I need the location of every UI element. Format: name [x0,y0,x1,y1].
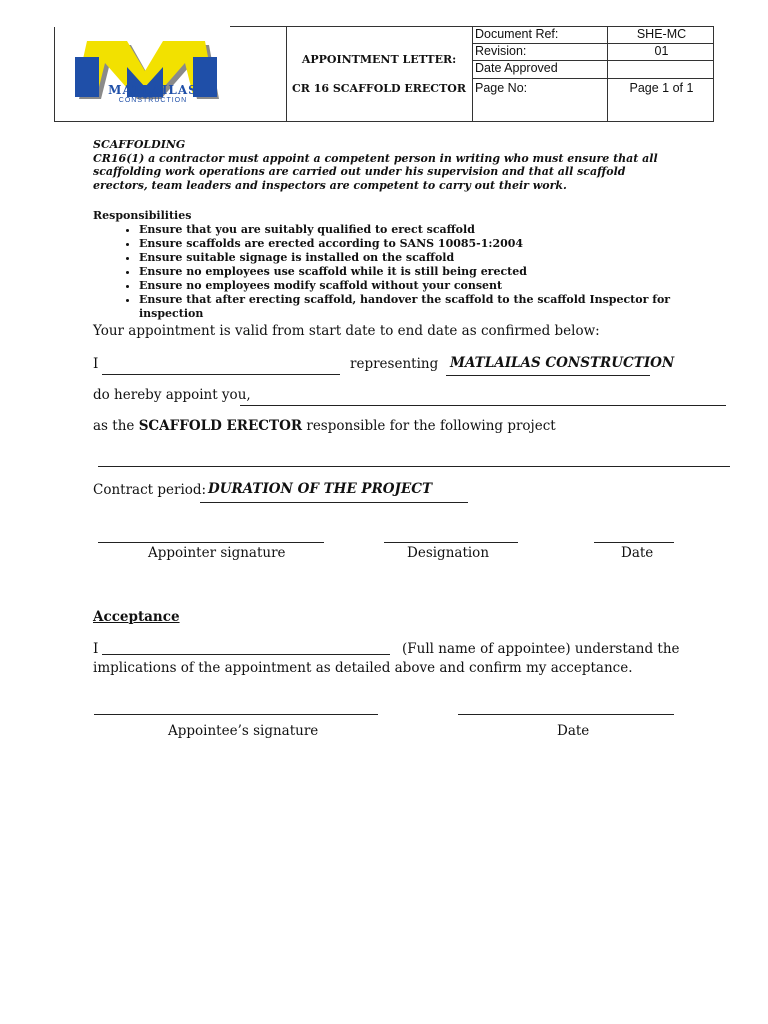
appointee-signature-line[interactable] [94,714,378,715]
meta-value: Page 1 of 1 [629,81,694,95]
document-meta-table [473,27,714,121]
date-label: Date [621,545,654,561]
list-item: • Ensure no employees use scaffold while it is still being erected [139,265,683,279]
appoint-text: do hereby appoint you, [93,387,251,403]
appointee-fullname-line[interactable] [102,654,390,655]
section-text: CR16(1) a contractor must appoint a competent person in writing who must ensure that all scaffolding work operations are carried out under his supervision and that all scaffold erectors, team leaders and inspectors are competent to carry out their work. [93,151,658,192]
as-the-label: as the [93,418,135,434]
logo-cell [55,27,287,121]
meta-key: Document Ref: [475,27,559,41]
company-logo [69,37,229,117]
contract-period-label: Contract period: [93,482,207,498]
contract-period-value: DURATION OF THE PROJECT [208,481,433,497]
meta-row-ref [473,27,714,44]
acceptance-heading: Acceptance [93,609,180,625]
designation-label: Designation [407,545,490,561]
meta-value: 01 [654,44,669,58]
representing-label: representing [350,356,439,372]
responsibilities [93,209,683,321]
validity-text: Your appointment is valid from start date to end date as confirmed below: [93,323,600,339]
meta-key: Page No: [475,81,528,95]
meta-key: Date Approved [475,61,558,75]
acceptance-i-label: I [93,641,99,657]
scaffolding-section [93,138,683,192]
list-item: • Ensure suitable signage is installed on the scaffold [139,251,683,265]
responsibilities-list [93,223,683,321]
project-line[interactable] [98,466,730,467]
title-line-1: APPOINTMENT LETTER: [301,53,457,66]
acceptance-date-label: Date [557,723,590,739]
list-item: • Ensure no employees modify scaffold without your consent [139,279,683,293]
appointer-signature-label: Appointer signature [148,545,286,561]
title-line-2: CR 16 SCAFFOLD ERECTOR [292,82,466,95]
logo-subtext: CONSTRUCTION [118,97,188,104]
role-name: SCAFFOLD ERECTOR [138,418,303,434]
fullname-text: (Full name of appointee) understand the [402,641,680,657]
meta-row-revision [473,44,714,61]
meta-row-approved [473,61,714,79]
meta-row-page [473,79,714,121]
appointee-signature-label: Appointee’s signature [168,723,319,739]
date-line[interactable] [594,542,674,543]
acceptance-text: implications of the appointment as detailed above and confirm my acceptance. [93,660,633,676]
role-sentence [93,418,556,434]
appointer-name-line[interactable] [102,374,340,375]
responsibilities-heading: Responsibilities [93,209,192,222]
contract-period-line [200,502,468,503]
company-name: MATLAILAS CONSTRUCTION [450,355,675,371]
acceptance-date-line[interactable] [458,714,674,715]
appointer-signature-line[interactable] [98,542,324,543]
section-heading: SCAFFOLDING [93,138,186,151]
appointer-i-label: I [93,356,99,372]
meta-value: SHE-MC [636,27,687,41]
company-line [446,375,650,376]
meta-key: Revision: [475,44,527,58]
list-item: • Ensure that after erecting scaffold, handover the scaffold to the scaffold Inspector for inspection [139,293,683,321]
appointee-name-line[interactable] [240,405,726,406]
logo-text: MATLAILAS [108,83,198,97]
responsible-label: responsible for the following project [306,418,556,434]
list-item: • Ensure that you are suitably qualified to erect scaffold [139,223,683,237]
document-title [286,27,473,121]
document-header [54,26,714,122]
list-item: • Ensure scaffolds are erected according to SANS 10085-1:2004 [139,237,683,251]
designation-line[interactable] [384,542,518,543]
